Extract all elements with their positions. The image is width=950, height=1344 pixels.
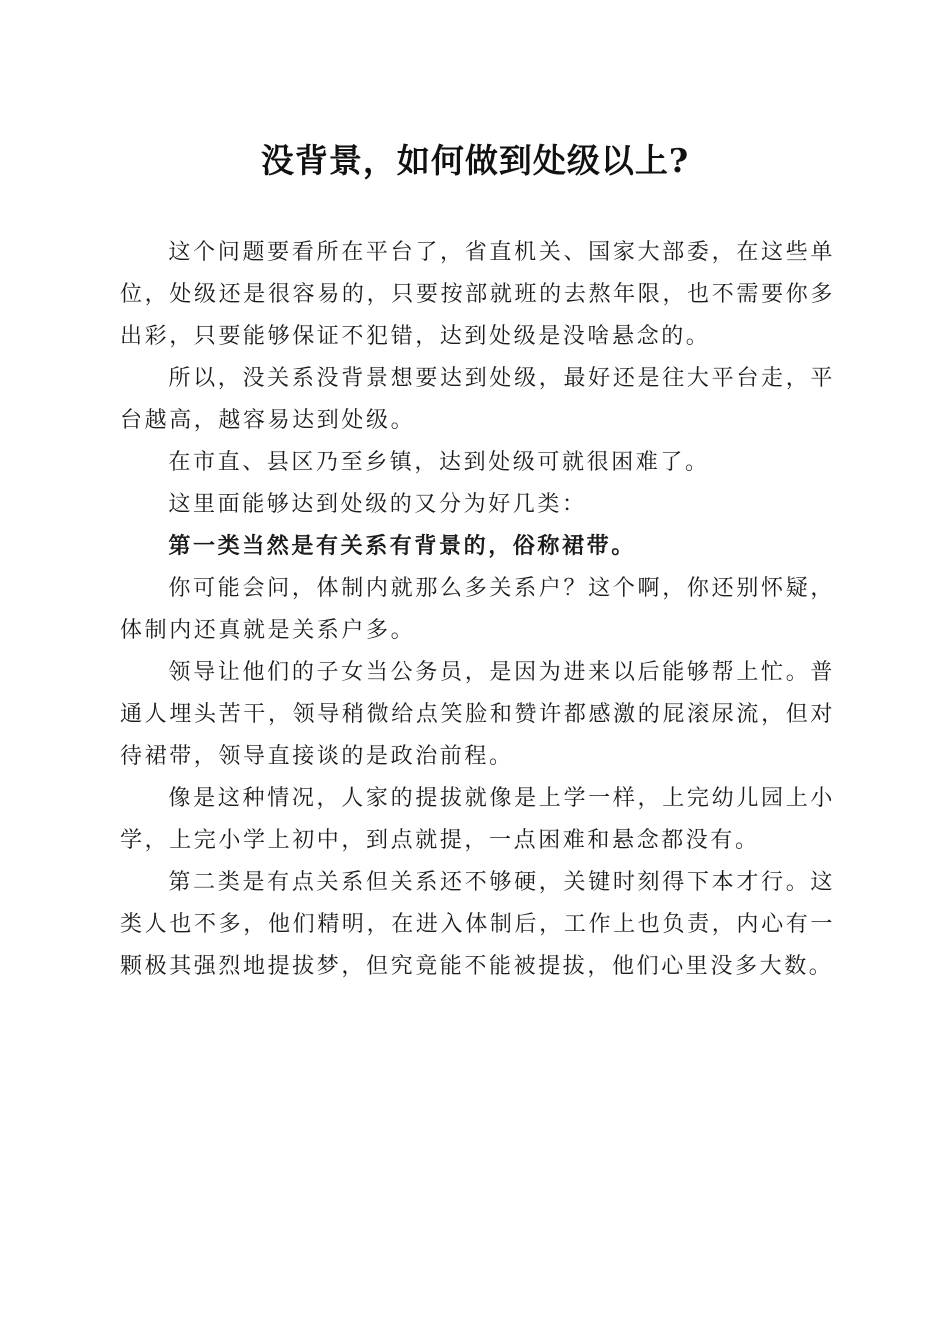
paragraph: 像是这种情况，人家的提拔就像是上学一样，上完幼儿园上小学，上完小学上初中，到点就提，一点困难和悬念都没有。 — [120, 786, 835, 853]
paragraph: 在市直、县区乃至乡镇，达到处级可就很困难了。 — [168, 450, 710, 475]
paragraph: 你可能会问，体制内就那么多关系户？这个啊，你还别怀疑，体制内还真就是关系户多。 — [120, 576, 835, 643]
paragraph-bold-heading: 第一类当然是有关系有背景的，俗称裙带。 — [168, 534, 636, 559]
paragraph: 所以，没关系没背景想要达到处级，最好还是往大平台走，平台越高，越容易达到处级。 — [120, 366, 835, 433]
document-title: 没背景，如何做到处级以上? — [260, 141, 690, 180]
paragraph: 领导让他们的子女当公务员，是因为进来以后能够帮上忙。普通人埋头苦干，领导稍微给点笑脸和赞许都感激的屁滚尿流，但对待裙带，领导直接谈的是政治前程。 — [120, 660, 835, 769]
paragraph: 这里面能够达到处级的又分为好几类： — [168, 492, 587, 517]
paragraph: 这个问题要看所在平台了，省直机关、国家大部委，在这些单位，处级还是很容易的，只要按部就班的去熬年限，也不需要你多出彩，只要能够保证不犯错，达到处级是没啥悬念的。 — [120, 240, 835, 349]
paragraph: 第二类是有点关系但关系还不够硬，关键时刻得下本才行。这类人也不多，他们精明，在进入体制后，工作上也负责，内心有一颗极其强烈地提拔梦，但究竟能不能被提拔，他们心里没多大数。 — [120, 870, 835, 979]
document-body — [120, 232, 835, 988]
